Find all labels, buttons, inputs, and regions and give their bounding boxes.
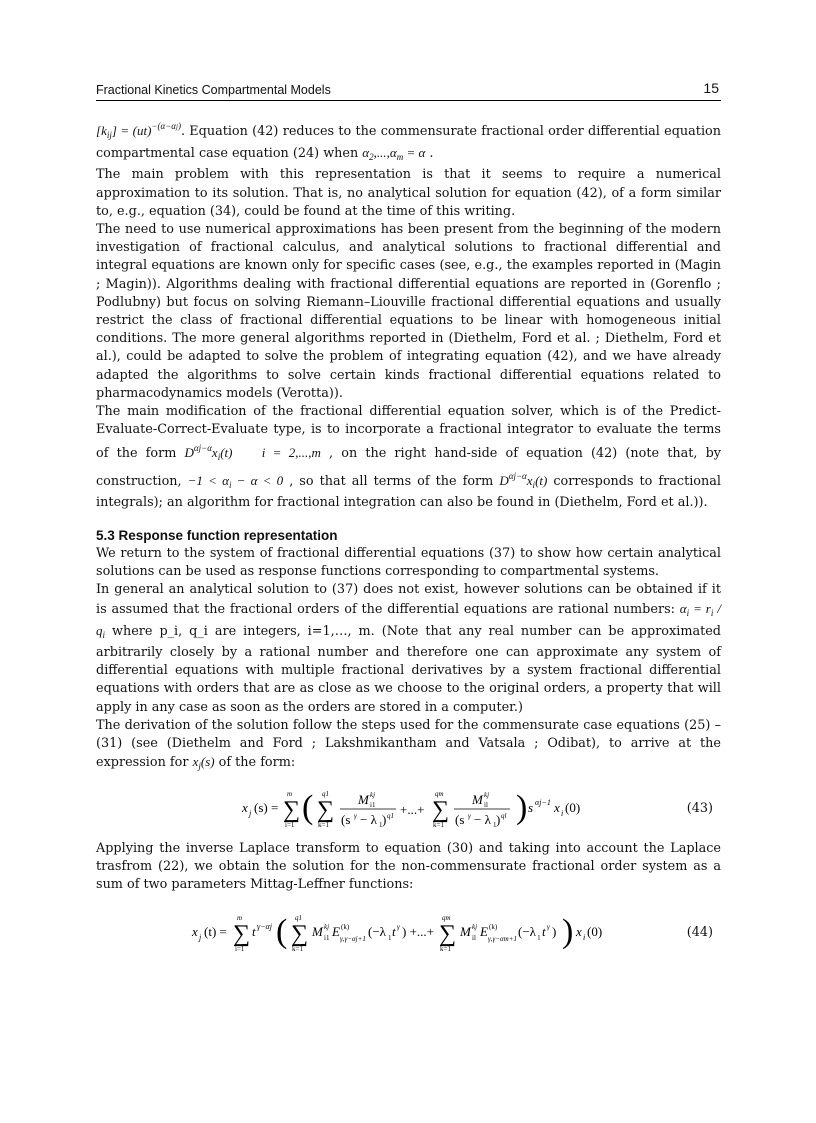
svg-text:1: 1 (493, 820, 497, 829)
svg-text:k=1: k=1 (292, 945, 303, 954)
svg-text:q1: q1 (322, 789, 329, 798)
svg-text:(: ( (302, 788, 314, 826)
svg-text:− λ: − λ (474, 811, 491, 827)
svg-text:j: j (249, 808, 252, 818)
svg-text:M: M (472, 791, 483, 807)
svg-text:(k): (k) (489, 923, 498, 932)
paragraph-4-b: , on the right hand-side of equation (42) (note that, by construction, (96, 446, 721, 489)
svg-text:(k): (k) (341, 923, 350, 932)
paragraph-4 (96, 403, 721, 512)
inline-math-ineq-render: $-1 < \alpha_i - \alpha < 0$ (187, 472, 284, 490)
svg-text:γ,γ−αj+1: γ,γ−αj+1 (340, 935, 366, 944)
svg-text:k=1: k=1 (440, 945, 451, 954)
svg-text:i: i (583, 933, 586, 943)
svg-text:t: t (252, 924, 256, 940)
svg-text:M: M (460, 924, 471, 940)
svg-text:) +...+: ) +...+ (402, 924, 434, 940)
svg-text:il: il (472, 934, 476, 943)
svg-text:ql: ql (501, 811, 507, 820)
svg-text:1: 1 (379, 820, 383, 829)
svg-text:): ) (516, 788, 528, 826)
svg-text:kj: kj (324, 923, 330, 932)
svg-text:qm: qm (435, 789, 444, 798)
svg-text:(0): (0) (565, 799, 581, 815)
svg-text:(t) =: (t) = (204, 924, 227, 940)
paragraph-1: $[k_{ij}] = (ut)^{-(\alpha-\alpha j)}$. Equation (42) reduces to the commensurate fractional order differential equation compartmental case equation (24) when $\alpha_2,...,\alpha_m = \alpha$ . (96, 121, 721, 163)
svg-text:∑: ∑ (283, 796, 301, 823)
svg-text:αj−1: αj−1 (535, 797, 551, 807)
svg-text:γ: γ (354, 811, 357, 820)
paragraph-4-c: , so that all terms of the form (289, 473, 494, 489)
svg-text:+...+: +...+ (400, 801, 425, 817)
paragraph-7-b: of the form: (218, 755, 296, 771)
paragraph-1-text: . Equation (42) reduces to the commensurate fractional order differential equation compartmental case equation (24) when (96, 124, 721, 162)
paragraph-6-a: In general an analytical solution to (37) does not exist, however solutions can be obtained if it is assumed that the fractional orders of the differential equations are rational numbers: (96, 582, 721, 617)
svg-text:x: x (242, 799, 248, 815)
svg-text:i: i (561, 808, 564, 818)
svg-text:k=1: k=1 (433, 820, 444, 829)
svg-text:γ−αj: γ−αj (257, 922, 272, 932)
svg-text:q1: q1 (295, 914, 302, 923)
svg-text:i=1: i=1 (235, 945, 245, 954)
svg-text:i1: i1 (370, 800, 376, 809)
equation-44 (96, 904, 721, 960)
svg-text:∑: ∑ (233, 921, 251, 948)
inline-math-xjs-render: $x_j(s)$ (192, 754, 215, 772)
svg-text:il: il (484, 800, 488, 809)
svg-text:1: 1 (388, 934, 392, 943)
svg-text:− λ: − λ (360, 811, 377, 827)
svg-text:(−λ: (−λ (518, 924, 536, 940)
svg-text:(s: (s (455, 811, 465, 827)
equation-43-number: (43) (686, 800, 713, 816)
svg-text:(: ( (276, 913, 288, 951)
paragraph-6 (96, 581, 721, 716)
svg-text:x: x (192, 924, 198, 940)
paragraph-5: We return to the system of fractional differential equations (37) to show how certain analytical solutions can be used as response functions corresponding to compartmental systems. (96, 546, 721, 580)
svg-text:l: l (538, 934, 540, 943)
svg-text:): ) (552, 924, 557, 940)
equation-44-number: (44) (686, 925, 713, 941)
running-title: Fractional Kinetics Compartmental Models (96, 83, 331, 97)
main-text (96, 117, 721, 964)
svg-text:qm: qm (442, 914, 451, 923)
inline-math-D2-render: $D^{\alpha j-\alpha}x_i(t)$ (499, 470, 548, 490)
svg-text:kj: kj (472, 923, 478, 932)
svg-text:i1: i1 (324, 934, 330, 943)
svg-text:∑: ∑ (432, 796, 450, 823)
svg-text:∑: ∑ (317, 796, 335, 823)
inline-math-alpha-eq-render: $\alpha_2,...,\alpha_m = \alpha$ (362, 145, 426, 163)
svg-text:γ: γ (547, 923, 550, 932)
equation-43 (96, 780, 721, 836)
svg-text:E: E (480, 924, 488, 940)
svg-text:t: t (392, 924, 396, 940)
svg-text:E: E (332, 924, 340, 940)
equation-44-graphic (96, 904, 656, 960)
paragraph-4-a: The main modification of the fractional differential equation solver, which is of the Predict-Evaluate-Correct-Evaluate type, is to incorporate a fractional integrator to evaluate the terms of the form (96, 404, 721, 462)
svg-text:(s: (s (341, 811, 351, 827)
svg-text:): ) (562, 913, 574, 951)
svg-text:∑: ∑ (439, 921, 457, 948)
svg-text:(−λ: (−λ (368, 924, 386, 940)
svg-text:s: s (528, 799, 534, 815)
paragraph-4-d: corresponds to fractional integrals); an algorithm for fractional integration can also be found in (Diethelm, Ford et al.)). (96, 473, 721, 510)
svg-text:m: m (237, 914, 243, 923)
page-number: 15 (703, 80, 719, 96)
section-heading: 5.3 Response function representation (96, 528, 338, 544)
inline-math-D1-render: $D^{\alpha j-\alpha}x_i(t)$ i = 2,...,m (184, 443, 321, 463)
svg-text:m: m (287, 789, 293, 798)
svg-text:q1: q1 (387, 811, 394, 820)
paragraph-3: The need to use numerical approximations has been present from the beginning of the modern investigation of fractional calculus, and analytical solutions to fractional differential and integral equations are known only for specific cases (see, e.g., the examples reported in (Magin ; Magin)). Algorithms dealing with fractional differential equations are reported in (Gorenflo ; Podlubny) but focus on solving Riemann–Liouville fractional differential equations and usually restrict the class of fractional differential equations to be linear with homogeneous initial conditions. The more general algorithms reported in (Diethelm, Ford et al. ; Diethelm, Ford et al.), could be adapted to solve the problem of integrating equation (42), and we have already adapted the algorithms to solve certain kinds fractional differential equations related to pharmacodynamics models (Verotta)). (96, 222, 721, 401)
svg-text:): ) (382, 811, 387, 827)
svg-text:∑: ∑ (291, 921, 309, 948)
svg-text:t: t (542, 924, 546, 940)
inline-math-ratio-render: $\alpha_i = r_i / q_i$ (96, 600, 721, 640)
svg-text:i=1: i=1 (285, 820, 295, 829)
svg-text:(0): (0) (587, 924, 603, 940)
paragraph-6-b: where p_i, q_i are integers, i=1,…, m. (Note that any real number can be approximated arbitrarily closely by a rational number and therefore one can approximate any system of differential equations with multiple fractional derivatives by a system fractional differential equations with orders that are as close as we choose to the original orders, a property that will apply in any case as soon as the orders are stored in a computer.) (96, 623, 721, 715)
svg-text:γ: γ (397, 923, 400, 932)
svg-text:k=1: k=1 (318, 820, 329, 829)
svg-text:x: x (554, 799, 560, 815)
svg-text:γ: γ (468, 811, 471, 820)
running-header (96, 80, 721, 101)
svg-text:M: M (358, 791, 369, 807)
svg-text:γ,γ−αm+1: γ,γ−αm+1 (488, 935, 517, 944)
inline-math-kij-render: $[k_{ij}] = (ut)^{-(\alpha-\alpha j)}$ (96, 121, 181, 140)
paragraph-7 (96, 717, 721, 776)
svg-text:j: j (199, 933, 202, 943)
paragraph-8: Applying the inverse Laplace transform to equation (30) and taking into account the Laplace trasfrom (22), we obtain the solution for the non-commensurate fractional order system as a sum of two parameters Mittag-Leffner functions: (96, 840, 721, 892)
paragraph-7-a: The derivation of the solution follow the steps used for the commensurate case equations (25) – (31) (see (Diethelm and Ford ; Lakshmikantham and Vatsala ; Odibat), to arrive at the expression for (96, 717, 721, 771)
equation-43-graphic (96, 780, 656, 836)
svg-text:(s) =: (s) = (254, 799, 279, 815)
svg-text:kj: kj (484, 790, 490, 799)
svg-text:): ) (496, 811, 501, 827)
svg-text:kj: kj (370, 790, 376, 799)
paragraph-2: The main problem with this representation is that it seems to require a numerical approximation to its solution. That is, no analytical solution for equation (42), of a form similar to, e.g., equation (34), could be found at the time of this writing. (96, 167, 721, 219)
svg-text:M: M (312, 924, 323, 940)
svg-text:x: x (576, 924, 582, 940)
